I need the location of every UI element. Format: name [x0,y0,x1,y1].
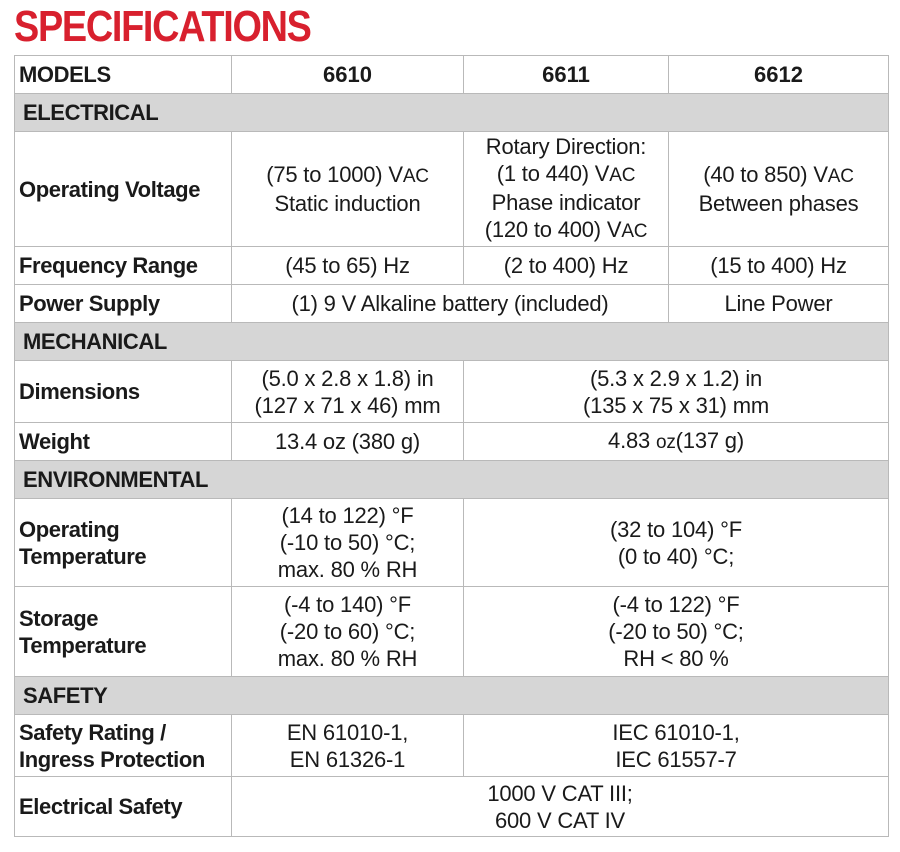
cell-6612: (40 to 850) VAC Between phases [669,132,889,247]
section-environmental [15,461,889,499]
model-6611-header: 6611 [464,56,669,94]
cell-6610-6611: (1) 9 V Alkaline battery (included) [232,285,669,323]
row-label: Weight [15,423,232,461]
row-label: Dimensions [15,361,232,423]
section-heading: ELECTRICAL [15,94,889,132]
row-label: Electrical Safety [15,777,232,837]
models-row [15,56,889,94]
cell-6611: (2 to 400) Hz [464,247,669,285]
section-heading: SAFETY [15,677,889,715]
row-frequency-range [15,247,889,285]
row-label: Operating Temperature [15,499,232,587]
models-label: MODELS [15,56,232,94]
cell-6611: Rotary Direction: (1 to 440) VAC Phase indicator (120 to 400) VAC [464,132,669,247]
specifications-table [14,55,889,837]
row-operating-temperature [15,499,889,587]
row-power-supply [15,285,889,323]
cell-6611-6612: (5.3 x 2.9 x 1.2) in (135 x 75 x 31) mm [464,361,889,423]
section-mechanical [15,323,889,361]
row-label: Storage Temperature [15,587,232,677]
cell-6610: 13.4 oz (380 g) [232,423,464,461]
row-storage-temperature [15,587,889,677]
cell-all-models: 1000 V CAT III; 600 V CAT IV [232,777,889,837]
cell-6611-6612: IEC 61010-1, IEC 61557-7 [464,715,889,777]
cell-6610: (5.0 x 2.8 x 1.8) in (127 x 71 x 46) mm [232,361,464,423]
row-label: Safety Rating / Ingress Protection [15,715,232,777]
cell-6611-6612: (32 to 104) °F (0 to 40) °C; [464,499,889,587]
row-label: Power Supply [15,285,232,323]
row-dimensions [15,361,889,423]
cell-6610: EN 61010-1, EN 61326-1 [232,715,464,777]
row-label: Operating Voltage [15,132,232,247]
cell-6611-6612: 4.83 oz(137 g) [464,423,889,461]
row-weight [15,423,889,461]
model-6612-header: 6612 [669,56,889,94]
section-heading: MECHANICAL [15,323,889,361]
section-heading: ENVIRONMENTAL [15,461,889,499]
cell-6612: Line Power [669,285,889,323]
row-safety-rating [15,715,889,777]
row-operating-voltage [15,132,889,247]
row-label: Frequency Range [15,247,232,285]
cell-6612: (15 to 400) Hz [669,247,889,285]
section-safety [15,677,889,715]
cell-6610: (75 to 1000) VAC Static induction [232,132,464,247]
model-6610-header: 6610 [232,56,464,94]
page-title: SPECIFICATIONS [14,2,311,51]
section-electrical [15,94,889,132]
cell-6610: (-4 to 140) °F (-20 to 60) °C; max. 80 % RH [232,587,464,677]
cell-6610: (45 to 65) Hz [232,247,464,285]
cell-6611-6612: (-4 to 122) °F (-20 to 50) °C; RH < 80 % [464,587,889,677]
cell-6610: (14 to 122) °F (-10 to 50) °C; max. 80 % RH [232,499,464,587]
row-electrical-safety [15,777,889,837]
